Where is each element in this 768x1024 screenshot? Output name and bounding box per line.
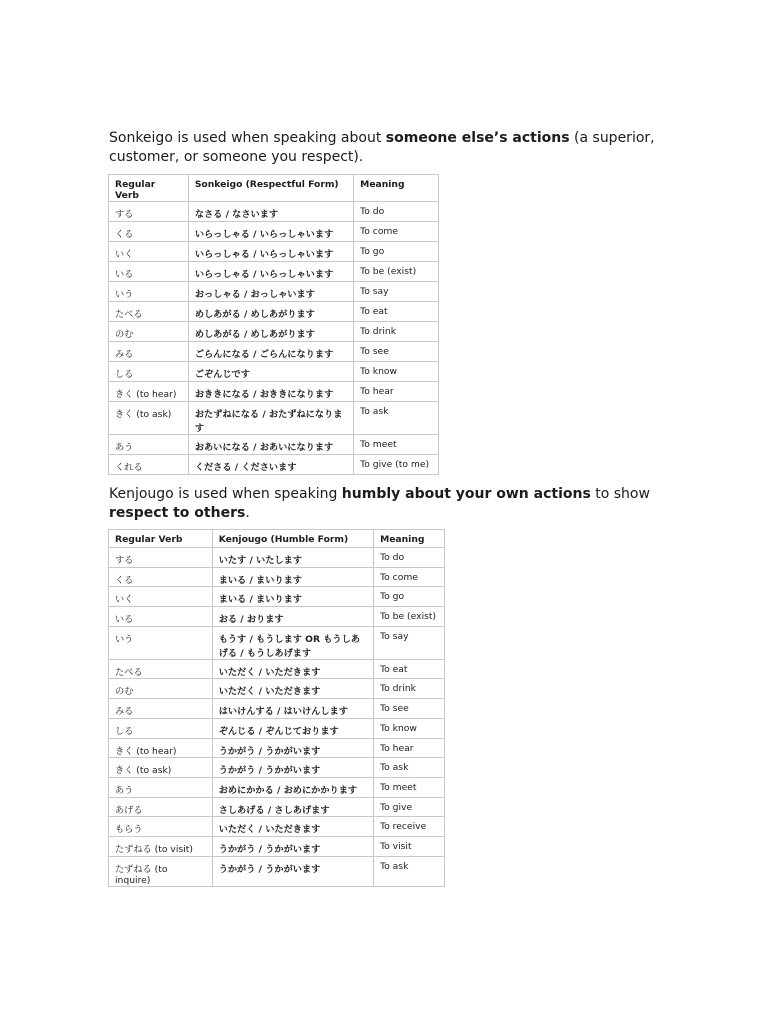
regular-verb-cell: しる (109, 718, 213, 738)
column-header-kenjougo: Kenjougo (Humble Form) (212, 530, 373, 548)
regular-verb-cell: きく (to ask) (109, 758, 213, 778)
regular-verb-cell: あう (109, 777, 213, 797)
meaning-cell: To do (374, 548, 445, 568)
regular-verb-cell: くる (109, 222, 189, 242)
table-row (109, 587, 445, 607)
table-row (109, 282, 439, 302)
table-row (109, 455, 439, 475)
polite-form-cell: めしあがる / めしあがります (188, 322, 353, 342)
polite-form-cell: おあいになる / おあいになります (188, 435, 353, 455)
polite-form-cell: まいる / まいります (212, 567, 373, 587)
kenjougo-intro-text-end: . (245, 505, 250, 521)
meaning-cell: To meet (354, 435, 439, 455)
meaning-cell: To be (exist) (374, 607, 445, 627)
polite-form-cell: おたずねになる / おたずねになります (188, 402, 353, 435)
polite-form-cell: おめにかかる / おめにかかります (212, 777, 373, 797)
meaning-cell: To hear (354, 382, 439, 402)
meaning-cell: To give (to me) (354, 455, 439, 475)
polite-form-cell: はいけんする / はいけんします (212, 699, 373, 719)
column-header-regular-verb: Regular Verb (109, 530, 213, 548)
polite-form-cell: なさる / なさいます (188, 202, 353, 222)
meaning-cell: To say (354, 282, 439, 302)
kenjougo-intro-text-mid: to show (590, 486, 650, 502)
polite-form-cell: いただく / いただきます (212, 679, 373, 699)
regular-verb-cell: いう (109, 626, 213, 659)
polite-form-cell: おっしゃる / おっしゃいます (188, 282, 353, 302)
column-header-meaning: Meaning (374, 530, 445, 548)
regular-verb-cell: いく (109, 242, 189, 262)
table-row (109, 402, 439, 435)
table-row (109, 718, 445, 738)
polite-form-cell: ごらんになる / ごらんになります (188, 342, 353, 362)
polite-form-cell: いただく / いただきます (212, 659, 373, 679)
polite-form-cell: おききになる / おききになります (188, 382, 353, 402)
meaning-cell: To know (374, 718, 445, 738)
sonkeigo-intro-text-end: (a superior, customer, or someone you respect). (109, 130, 655, 165)
polite-form-cell: いらっしゃる / いらっしゃいます (188, 222, 353, 242)
sonkeigo-intro-text: Sonkeigo is used when speaking about (109, 130, 386, 146)
polite-form-cell: もうす / もうします OR もうしあげる / もうしあげます (212, 626, 373, 659)
table-row (109, 797, 445, 817)
regular-verb-cell: いう (109, 282, 189, 302)
regular-verb-cell: あう (109, 435, 189, 455)
regular-verb-cell: きく (to hear) (109, 738, 213, 758)
regular-verb-cell: みる (109, 699, 213, 719)
meaning-cell: To come (354, 222, 439, 242)
table-row (109, 302, 439, 322)
meaning-cell: To be (exist) (354, 262, 439, 282)
regular-verb-cell: くれる (109, 455, 189, 475)
table-row (109, 548, 445, 568)
sonkeigo-intro (109, 129, 689, 167)
meaning-cell: To drink (354, 322, 439, 342)
regular-verb-cell: くる (109, 567, 213, 587)
table-row (109, 342, 439, 362)
sonkeigo-table-body (109, 202, 439, 475)
table-row (109, 758, 445, 778)
sonkeigo-intro-emphasis: someone else’s actions (385, 130, 570, 146)
kenjougo-table (108, 529, 445, 887)
kenjougo-table-body (109, 548, 445, 887)
table-row (109, 382, 439, 402)
meaning-cell: To give (374, 797, 445, 817)
polite-form-cell: ごぞんじです (188, 362, 353, 382)
meaning-cell: To go (354, 242, 439, 262)
polite-form-cell: いらっしゃる / いらっしゃいます (188, 242, 353, 262)
table-row (109, 202, 439, 222)
table-row (109, 777, 445, 797)
polite-form-cell: うかがう / うかがいます (212, 856, 373, 886)
regular-verb-cell: あげる (109, 797, 213, 817)
column-header-meaning: Meaning (354, 175, 439, 202)
polite-form-cell: うかがう / うかがいます (212, 758, 373, 778)
meaning-cell: To drink (374, 679, 445, 699)
regular-verb-cell: きく (to hear) (109, 382, 189, 402)
table-row (109, 836, 445, 856)
table-row (109, 567, 445, 587)
table-row (109, 322, 439, 342)
polite-form-cell: うかがう / うかがいます (212, 836, 373, 856)
regular-verb-cell: いる (109, 262, 189, 282)
table-row (109, 222, 439, 242)
regular-verb-cell: いく (109, 587, 213, 607)
table-row (109, 659, 445, 679)
table-header-row (109, 175, 439, 202)
regular-verb-cell: いる (109, 607, 213, 627)
polite-form-cell: いらっしゃる / いらっしゃいます (188, 262, 353, 282)
meaning-cell: To ask (374, 758, 445, 778)
table-row (109, 435, 439, 455)
polite-form-cell: うかがう / うかがいます (212, 738, 373, 758)
regular-verb-cell: たべる (109, 302, 189, 322)
regular-verb-cell: たずねる (to inquire) (109, 856, 213, 886)
polite-form-cell: いただく / いただきます (212, 817, 373, 837)
meaning-cell: To come (374, 567, 445, 587)
polite-form-cell: いたす / いたします (212, 548, 373, 568)
polite-form-cell: ぞんじる / ぞんじております (212, 718, 373, 738)
meaning-cell: To see (354, 342, 439, 362)
polite-form-cell: おる / おります (212, 607, 373, 627)
meaning-cell: To ask (374, 856, 445, 886)
polite-form-cell: くださる / くださいます (188, 455, 353, 475)
kenjougo-intro-text: Kenjougo is used when speaking (109, 486, 342, 502)
table-header-row (109, 530, 445, 548)
regular-verb-cell: のむ (109, 322, 189, 342)
regular-verb-cell: きく (to ask) (109, 402, 189, 435)
meaning-cell: To visit (374, 836, 445, 856)
regular-verb-cell: する (109, 202, 189, 222)
regular-verb-cell: たずねる (to visit) (109, 836, 213, 856)
polite-form-cell: まいる / まいります (212, 587, 373, 607)
regular-verb-cell: たべる (109, 659, 213, 679)
regular-verb-cell: のむ (109, 679, 213, 699)
table-row (109, 817, 445, 837)
table-row (109, 679, 445, 699)
column-header-regular-verb: Regular Verb (109, 175, 189, 202)
meaning-cell: To do (354, 202, 439, 222)
meaning-cell: To say (374, 626, 445, 659)
table-row (109, 242, 439, 262)
table-row (109, 856, 445, 886)
meaning-cell: To receive (374, 817, 445, 837)
meaning-cell: To eat (374, 659, 445, 679)
meaning-cell: To hear (374, 738, 445, 758)
polite-form-cell: さしあげる / さしあげます (212, 797, 373, 817)
kenjougo-intro (109, 485, 689, 523)
table-row (109, 738, 445, 758)
sonkeigo-table (108, 174, 439, 475)
meaning-cell: To ask (354, 402, 439, 435)
regular-verb-cell: する (109, 548, 213, 568)
table-row (109, 362, 439, 382)
meaning-cell: To see (374, 699, 445, 719)
table-row (109, 607, 445, 627)
meaning-cell: To eat (354, 302, 439, 322)
table-row (109, 262, 439, 282)
regular-verb-cell: しる (109, 362, 189, 382)
kenjougo-intro-emphasis-2: respect to others (109, 505, 246, 521)
meaning-cell: To meet (374, 777, 445, 797)
table-row (109, 626, 445, 659)
regular-verb-cell: みる (109, 342, 189, 362)
column-header-sonkeigo: Sonkeigo (Respectful Form) (188, 175, 353, 202)
polite-form-cell: めしあがる / めしあがります (188, 302, 353, 322)
meaning-cell: To know (354, 362, 439, 382)
regular-verb-cell: もらう (109, 817, 213, 837)
kenjougo-intro-emphasis: humbly about your own actions (341, 486, 591, 502)
table-row (109, 699, 445, 719)
meaning-cell: To go (374, 587, 445, 607)
